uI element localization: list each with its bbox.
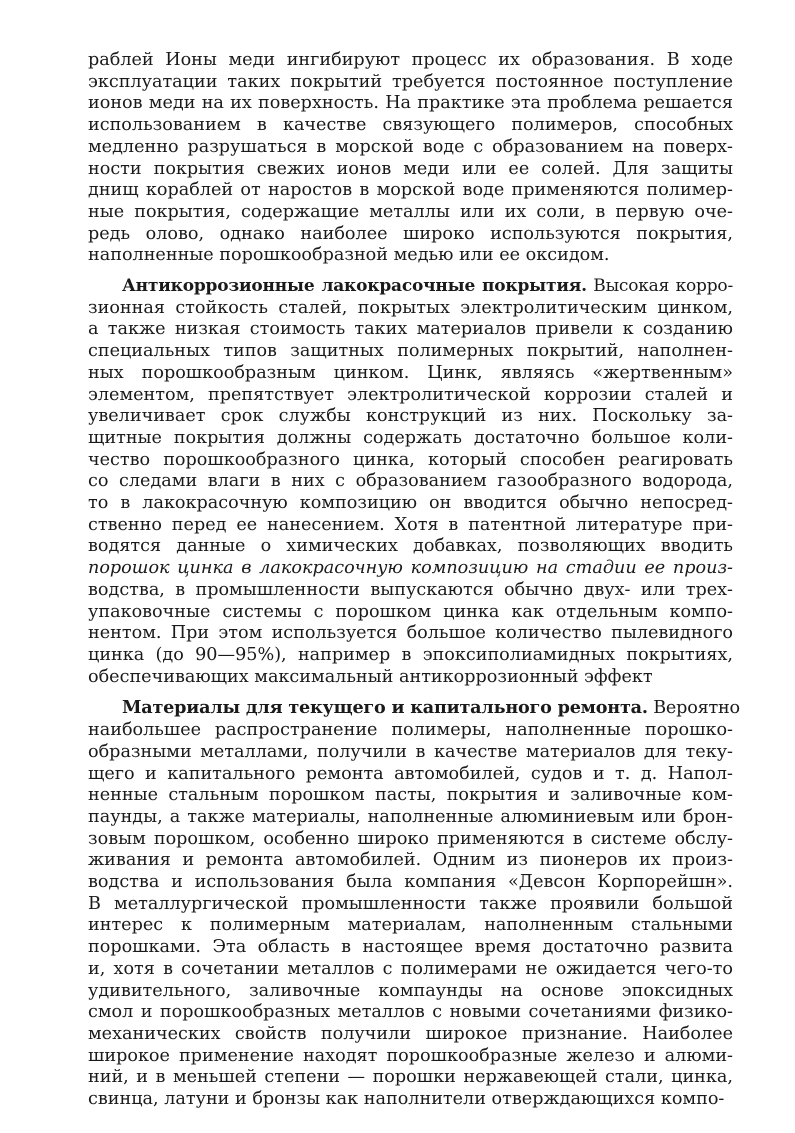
text-line	[88, 536, 733, 558]
text-line	[88, 245, 733, 267]
text-line	[88, 645, 733, 667]
text-line	[88, 515, 733, 537]
text-line	[88, 115, 733, 137]
italic-text: порошок цинка в лакокрасочную композицию на стадии ее произ-	[88, 558, 733, 579]
text-line	[88, 580, 733, 602]
text-line	[88, 72, 733, 94]
text-line	[88, 493, 733, 515]
text-run: Вероятно	[647, 698, 740, 719]
text-run: обеспечивающих максимальный антикоррозионный эффект	[88, 666, 653, 687]
text-line	[88, 850, 733, 872]
text-line	[88, 785, 733, 807]
text-line	[88, 959, 733, 981]
text-run: редь олово, однако наиболее широко используются покрытия,	[88, 223, 733, 244]
text-run: широкое применение находят порошкообразные железо и алюми-	[88, 1045, 733, 1066]
text-run: ний, и в меньшей степени — порошки нержавеющей стали, цинка,	[88, 1067, 733, 1088]
text-line	[88, 202, 733, 224]
paragraph	[88, 276, 733, 688]
text-run: днищ кораблей от наростов в морской воде применяются полимер-	[88, 180, 733, 201]
text-line	[88, 1067, 733, 1089]
text-line	[88, 1024, 733, 1046]
text-line	[88, 450, 733, 472]
text-line	[88, 406, 733, 428]
text-run: а также низкая стоимость таких материалов привели к созданию	[88, 319, 733, 340]
text-run: зовым порошком, особенно широко применяются в системе обслу-	[88, 828, 733, 849]
text-line	[88, 1002, 733, 1024]
text-line	[88, 872, 733, 894]
text-run: наибольшее распространение полимеры, наполненные порошко-	[88, 720, 733, 741]
text-run: водства и использования была компания «Девсон Корпорейшн».	[88, 872, 733, 893]
text-run: нентом. При этом используется большое количество пылевидного	[88, 623, 733, 644]
text-line	[88, 829, 733, 851]
text-line	[88, 276, 733, 298]
text-line	[88, 915, 733, 937]
text-run: ственно перед ее нанесением. Хотя в патентной литературе при-	[88, 514, 733, 535]
text-run: ионов меди на их поверхность. На практике эта проблема решается	[88, 93, 733, 114]
text-run: водства, в промышленности выпускаются обычно двух- или трех-	[88, 579, 733, 600]
text-line	[88, 558, 733, 580]
text-line	[88, 180, 733, 202]
text-line	[88, 428, 733, 450]
text-line	[88, 137, 733, 159]
text-run: паунды, а также материалы, наполненные алюминиевым или брон-	[88, 806, 733, 827]
text-run: раблей Ионы меди ингибируют процесс их образования. В ходе	[88, 50, 733, 70]
text-line	[88, 385, 733, 407]
section-heading: Материалы для текущего и капитального ремонта.	[122, 697, 648, 719]
text-line	[88, 50, 733, 72]
text-line	[88, 764, 733, 786]
text-run: цинка (до 90—95%), например в эпоксиполиамидных покрытиях,	[88, 644, 733, 665]
text-run: зионная стойкость сталей, покрытых электролитическим цинком,	[88, 297, 733, 318]
text-run: медленно разрушаться в морской воде с образованием на поверх-	[88, 136, 733, 157]
text-line	[88, 623, 733, 645]
text-run: и, хотя в сочетании металлов с полимерами не ожидается чего-то	[88, 958, 733, 979]
text-line	[88, 224, 733, 246]
text-line	[88, 667, 733, 689]
text-run: упаковочные системы с порошком цинка как отдельным компо-	[88, 601, 733, 622]
text-line	[88, 697, 740, 720]
text-line	[88, 93, 733, 115]
text-run: механических свойств получили широкое признание. Наиболее	[88, 1023, 733, 1044]
text-line	[88, 1089, 733, 1111]
text-run: со следами влаги в них с образованием газообразного водорода,	[88, 471, 733, 492]
text-run: наполненные порошкообразной медью или ее оксидом.	[88, 245, 610, 266]
text-run: элементом, препятствует электролитической коррозии сталей и	[88, 384, 733, 405]
text-line	[88, 1046, 733, 1068]
text-line	[88, 894, 733, 916]
text-run: ненные стальным порошком пасты, покрытия и заливочные ком-	[88, 785, 733, 806]
text-run: использованием в качестве связующего полимеров, способных	[88, 115, 733, 136]
text-run: образными металлами, получили в качестве материалов для теку-	[88, 741, 733, 762]
document-page	[88, 50, 740, 1111]
paragraph	[88, 697, 740, 1110]
text-run: смол и порошкообразных металлов с новыми сочетаниями физико-	[88, 1002, 733, 1023]
text-run: то в лакокрасочную композицию он вводится обычно непосред-	[88, 493, 733, 514]
text-run: порошками. Эта область в настоящее время достаточно развита	[88, 937, 733, 958]
text-run: щитные покрытия должны содержать достаточно большое коли-	[88, 427, 733, 448]
text-line	[88, 341, 733, 363]
text-line	[88, 319, 733, 341]
text-line	[88, 159, 733, 181]
text-line	[88, 807, 733, 829]
text-run: водятся данные о химических добавках, позволяющих вводить	[88, 536, 733, 557]
text-run: чество порошкообразного цинка, который способен реагировать	[88, 449, 733, 470]
text-run: свинца, латуни и бронзы как наполнители отверждающихся компо-	[88, 1089, 725, 1110]
text-run: увеличивает срок службы конструкций из них. Поскольку за-	[88, 406, 733, 427]
text-line	[88, 298, 733, 320]
text-run: специальных типов защитных полимерных покрытий, наполнен-	[88, 341, 733, 362]
text-line	[88, 937, 733, 959]
text-run: ности покрытия свежих ионов меди или ее солей. Для защиты	[88, 158, 733, 179]
text-run: удивительного, заливочные компаунды на основе эпоксидных	[88, 980, 733, 1001]
text-run: ных порошкообразным цинком. Цинк, являясь «жертвенным»	[88, 362, 733, 383]
paragraph	[88, 50, 733, 267]
text-line	[88, 363, 733, 385]
text-run: живания и ремонта автомобилей. Одним из пионеров их произ-	[88, 850, 733, 871]
section-heading: Антикоррозионные лакокрасочные покрытия.	[122, 276, 587, 297]
text-line	[88, 720, 733, 742]
text-line	[88, 742, 733, 764]
text-run: В металлургической промышленности также проявили большой	[88, 893, 733, 914]
text-line	[88, 471, 733, 493]
text-line	[88, 602, 733, 624]
text-run: щего и капитального ремонта автомобилей, судов и т. д. Напол-	[88, 763, 733, 784]
text-run: ные покрытия, содержащие металлы или их соли, в первую оче-	[88, 201, 733, 222]
text-line	[88, 981, 733, 1003]
text-run: Высокая корро-	[586, 276, 733, 297]
text-run: интерес к полимерным материалам, наполненным стальными	[88, 915, 733, 936]
text-run: эксплуатации таких покрытий требуется постоянное поступление	[88, 71, 733, 92]
